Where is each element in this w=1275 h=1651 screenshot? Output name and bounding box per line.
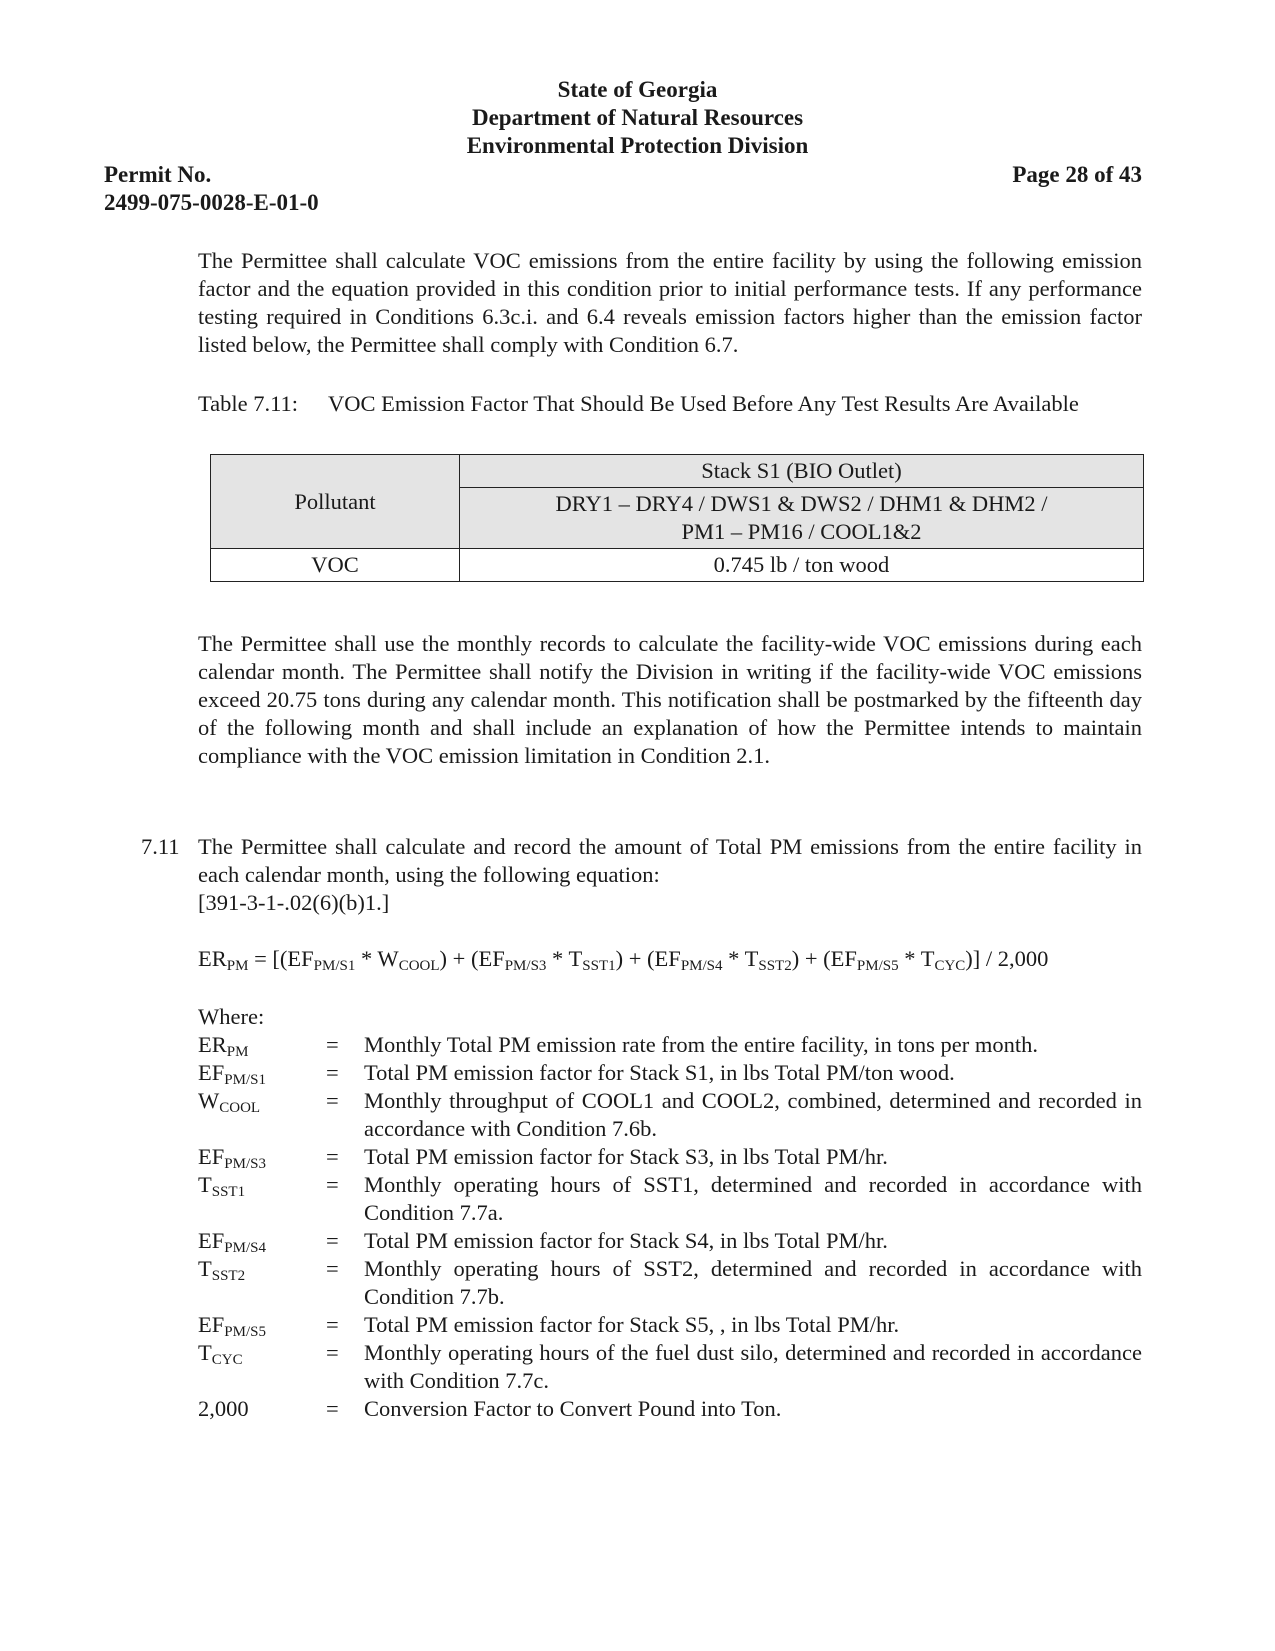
where-label: Where:: [198, 1004, 265, 1029]
table-header-stack: Stack S1 (BIO Outlet): [460, 455, 1144, 488]
table-caption-text: VOC Emission Factor That Should Be Used Before Any Test Results Are Available: [328, 391, 1079, 416]
eq-subscript: PM/S1: [313, 958, 356, 974]
equals-sign: =: [326, 1144, 339, 1169]
eq-subscript: SST2: [758, 958, 792, 974]
definition-description: Total PM emission factor for Stack S4, in lbs Total PM/hr.: [364, 1228, 888, 1253]
voc-emission-factor-table: [210, 454, 1144, 582]
eq-subscript: PM/S3: [504, 958, 547, 974]
definition-symbol: $T_{SST1}$: [198, 1172, 246, 1200]
definition-row: [198, 1031, 1142, 1059]
eq-term: ) + (EF: [791, 946, 857, 971]
definition-description: Monthly operating hours of SST1, determined and recorded in accordance with Condition 7.7a.: [364, 1172, 1142, 1225]
definition-symbol: $T_{CYC}$: [198, 1340, 243, 1368]
paragraph-monthly-records: The Permittee shall use the monthly records to calculate the facility-wide VOC emissions during each calendar month. The Permittee shall notify the Division in writing if the facility-wide VOC emissions exceed 20.75 tons during any calendar month. This notification shall be postmarked by the fifteenth day of the following month and shall include an explanation of how the Permittee intends to maintain compliance with the VOC emission limitation in Condition 2.1.: [198, 631, 1142, 768]
definition-description: Monthly operating hours of the fuel dust silo, determined and recorded in accordance with Condition 7.7c.: [364, 1340, 1142, 1393]
definition-description: Total PM emission factor for Stack S1, in lbs Total PM/ton wood.: [364, 1060, 955, 1085]
table-caption: [198, 390, 1142, 418]
definition-description: Conversion Factor to Convert Pound into Ton.: [364, 1396, 782, 1421]
equals-sign: =: [326, 1088, 339, 1113]
table-cell-value: 0.745 lb / ton wood: [460, 549, 1144, 582]
definition-symbol: $T_{SST2}$: [198, 1256, 246, 1284]
paragraph-voc-calculation: The Permittee shall calculate VOC emissions from the entire facility by using the following emission factor and the equation provided in this condition prior to initial performance tests. If any performance testing required in Conditions 6.3c.i. and 6.4 reveals emission factors higher than the emission factor listed below, the Permittee shall comply with Condition 6.7.: [198, 248, 1142, 357]
definition-symbol: $W_{COOL}$: [198, 1088, 261, 1116]
header-department: Department of Natural Resources: [471, 105, 804, 130]
definition-symbol: $EF_{PM/S4}$: [198, 1228, 266, 1256]
equals-sign: =: [326, 1172, 339, 1197]
eq-subscript: COOL: [398, 958, 440, 974]
definition-row: [198, 1087, 1142, 1143]
eq-term: )] / 2,000: [965, 946, 1049, 971]
definition-symbol: $EF_{PM/S5}$: [198, 1312, 266, 1340]
eq-subscript: PM/S5: [856, 958, 899, 974]
agency-header: [0, 76, 1275, 160]
table-header-units: [460, 488, 1144, 549]
definition-description: Monthly Total PM emission rate from the entire facility, in tons per month.: [364, 1032, 1038, 1057]
header-state: State of Georgia: [557, 77, 718, 102]
header-division: Environmental Protection Division: [466, 133, 809, 158]
equals-sign: =: [326, 1032, 339, 1057]
permit-label: Permit No.: [104, 162, 212, 187]
table-header-units-line2: PM1 – PM16 / COOL1&2: [681, 519, 922, 544]
eq-term: ER: [198, 946, 227, 971]
section-citation: [391-3-1-.02(6)(b)1.]: [198, 890, 390, 915]
pm-equation: [198, 945, 1142, 976]
definition-symbol: 2,000: [198, 1396, 249, 1421]
definition-row: [198, 1143, 1142, 1171]
table-caption-number: Table 7.11:: [198, 391, 299, 416]
definition-row: [198, 1395, 1142, 1423]
eq-subscript: PM/S4: [680, 958, 723, 974]
eq-subscript: PM: [226, 958, 249, 974]
eq-term: * W: [355, 946, 399, 971]
eq-term: * T: [898, 946, 935, 971]
section-body: The Permittee shall calculate and record the amount of Total PM emissions from the entire facility in each calendar month, using the following equation:: [198, 834, 1142, 887]
equals-sign: =: [326, 1256, 339, 1281]
eq-term: ) + (EF: [615, 946, 681, 971]
eq-subscript: SST1: [582, 958, 616, 974]
table-header-pollutant: Pollutant: [211, 455, 460, 549]
eq-term: * T: [546, 946, 583, 971]
equals-sign: =: [326, 1340, 339, 1365]
definition-row: [198, 1227, 1142, 1255]
permit-number: 2499-075-0028-E-01-0: [104, 190, 319, 215]
definition-row: [198, 1339, 1142, 1395]
definitions-list: [198, 1031, 1142, 1423]
section-number: 7.11: [141, 834, 180, 859]
equals-sign: =: [326, 1060, 339, 1085]
definition-row: [198, 1171, 1142, 1227]
equals-sign: =: [326, 1228, 339, 1253]
definition-row: [198, 1311, 1142, 1339]
equals-sign: =: [326, 1396, 339, 1421]
equals-sign: =: [326, 1312, 339, 1337]
definition-row: [198, 1059, 1142, 1087]
eq-term: ) + (EF: [439, 946, 505, 971]
definition-row: [198, 1255, 1142, 1311]
definition-description: Total PM emission factor for Stack S3, in lbs Total PM/hr.: [364, 1144, 888, 1169]
section-text: [198, 833, 1142, 917]
definition-symbol: $EF_{PM/S1}$: [198, 1060, 266, 1088]
eq-term: = [(EF: [248, 946, 314, 971]
definition-description: Monthly operating hours of SST2, determined and recorded in accordance with Condition 7.7b.: [364, 1256, 1142, 1309]
table-row: [211, 549, 1144, 582]
definition-description: Monthly throughput of COOL1 and COOL2, combined, determined and recorded in accordance with Condition 7.6b.: [364, 1088, 1142, 1141]
eq-term: * T: [722, 946, 759, 971]
table-header-units-line1: DRY1 – DRY4 / DWS1 & DWS2 / DHM1 & DHM2 /: [555, 491, 1048, 516]
page-number: Page 28 of 43: [1012, 162, 1142, 187]
definition-description: Total PM emission factor for Stack S5, , in lbs Total PM/hr.: [364, 1312, 900, 1337]
definition-symbol: $ER_{PM}$: [198, 1032, 249, 1060]
definition-symbol: $EF_{PM/S3}$: [198, 1144, 266, 1172]
table-cell-pollutant: VOC: [211, 549, 460, 582]
eq-subscript: CYC: [934, 958, 966, 974]
